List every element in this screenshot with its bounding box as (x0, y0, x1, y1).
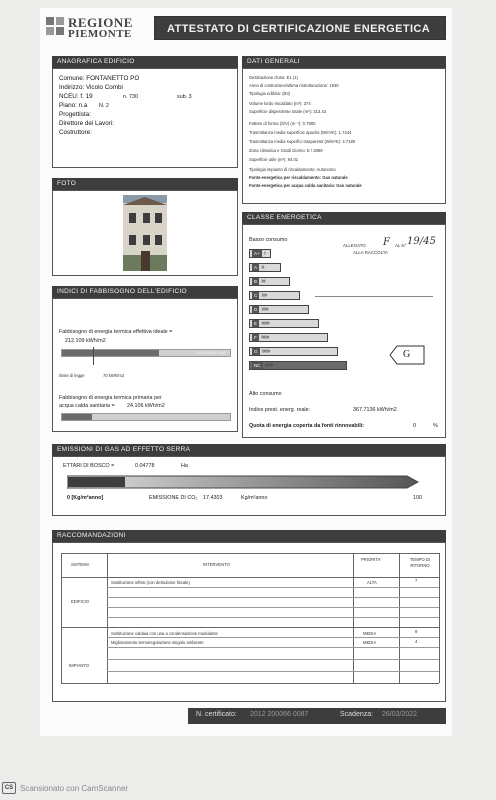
class-row (249, 249, 271, 258)
dati-line: Fattore di forma (S/V) (m⁻¹): 0.7800 (249, 121, 316, 126)
class-row (249, 305, 309, 314)
impianto-row-tempo: 9 (415, 629, 418, 634)
quota-unit: % (433, 423, 438, 429)
dati-line: Destinazione d'uso: E1 (1) (249, 75, 298, 80)
acs-label2: acqua calda sanitaria = (59, 403, 115, 409)
col-intervento: INTERVENTO (203, 562, 230, 567)
edificio-row-tempo: 7 (415, 578, 418, 583)
acs-label: Fabbisogno di energia termica primaria per (59, 395, 162, 401)
dati-line: Fonte energetica per riscaldamento: Gas naturale (249, 175, 348, 180)
certificato-label: N. certificato: (196, 711, 237, 718)
certificate-sheet (40, 8, 452, 736)
foto-box (52, 190, 238, 276)
stamp-num: 19/45 (407, 236, 436, 247)
dati-line: Superficie utile (m²): 84.01 (249, 157, 299, 162)
chevron-right-icon: ›››››› (261, 348, 270, 355)
emissione-label: EMISSIONE DI CO₂ (149, 495, 198, 501)
emissioni-box (52, 456, 446, 516)
class-bar (249, 347, 338, 356)
footer-bar (188, 708, 446, 724)
impianto-row-intervento: Sostituzione caldaia con una a condensazione modulante (111, 631, 218, 636)
dati-line: Volume lordo riscaldato (m³): 374 (249, 101, 311, 106)
col-priorita: PRIORITA' (361, 557, 382, 562)
stamp-line2: ALLA RACCOLTA (353, 250, 388, 255)
dati-generali-heading: DATI GENERALI (242, 56, 446, 68)
class-bar (249, 319, 319, 328)
class-label: NC (254, 363, 261, 368)
chevron-right-icon: ›››››› (264, 362, 273, 369)
class-label: G (254, 349, 258, 354)
stamp (343, 236, 447, 265)
stamp-ref: AL N° (395, 243, 407, 248)
impianto-row-intervento: Miglioramento termoregolazione singolo ambiente (111, 640, 204, 645)
class-label: B (254, 279, 258, 284)
page-title: ATTESTATO DI CERTIFICAZIONE ENERGETICA (167, 23, 431, 35)
risc-bar-caption: Condizioni reali (195, 350, 226, 355)
raccomandazioni-box (52, 542, 446, 702)
emissioni-heading: EMISSIONI DI GAS AD EFFETTO SERRA (52, 444, 446, 456)
current-class-badge (389, 345, 425, 365)
impianto-row-tempo: 4 (415, 639, 418, 644)
emissioni-bar (67, 475, 419, 489)
class-label: D (254, 307, 258, 312)
anagrafica-sub: sub. 3 (177, 94, 192, 100)
scanner-watermark (2, 781, 128, 795)
classe-heading: CLASSE ENERGETICA (242, 212, 446, 224)
dati-line: Trasmittanza media superfici trasparenti (W/m²K): 4.7180 (249, 139, 356, 144)
anagrafica-comune: Comune: FONTANETTO PO (59, 75, 140, 82)
limite-value: 70 kWh/m2 (103, 373, 125, 378)
edificio-row-intervento: Sostituzione infissi (con detrazione fiscale) (111, 580, 190, 585)
anagrafica-heading: ANAGRAFICA EDIFICIO (52, 56, 238, 68)
scadenza-label: Scadenza: (340, 711, 374, 718)
class-bar (249, 361, 347, 370)
dati-line: Trasmittanza media superficie opache (W/m²K): 1.7244 (249, 130, 352, 135)
anagrafica-particella: n. 730 (123, 94, 138, 100)
quota-label: Quota di energia coperta da fonti rinnovabili: (249, 423, 365, 429)
camscanner-badge-text: CS (4, 785, 14, 791)
anagrafica-indirizzo: Indirizzo: Vicolo Combi (59, 84, 123, 91)
classe-basso: Basso consumo (249, 237, 288, 243)
class-label: E (254, 321, 258, 326)
chevron-right-icon: › (263, 250, 265, 257)
certificato-value: 2012 200066 0087 (250, 711, 309, 718)
class-bar (249, 305, 309, 314)
building-photo (123, 195, 167, 271)
indice-label: Indice prest. energ. reale: (249, 407, 311, 413)
indici-heading: INDICI DI FABBISOGNO DELL'EDIFICIO (52, 286, 238, 298)
current-class-letter: G (403, 349, 411, 360)
quota-value: 0 (413, 423, 416, 429)
stamp-hand: F (383, 237, 390, 248)
dati-line: Tipologia edilizia: (B3) (249, 91, 291, 96)
chevron-right-icon: ›››› (261, 292, 267, 299)
impianto-label: IMPIANTO (69, 663, 90, 668)
classe-box (242, 224, 446, 438)
class-row (249, 263, 281, 272)
stamp-line1: ALLEGATO (343, 243, 366, 248)
emissioni-fill (68, 477, 125, 487)
risc-label: Fabbisogno di energia termica effettiva ideale = (59, 329, 173, 335)
class-bar (249, 249, 271, 258)
dati-line: Anno di costruzione/ultima ristrutturazione: 1930 (249, 83, 339, 88)
chevron-right-icon: ›››››› (261, 320, 270, 327)
scadenza-value: 26/03/2022 (382, 711, 418, 718)
class-row (249, 319, 319, 328)
chevron-right-icon: ›› (261, 264, 264, 271)
risc-bar-fill (62, 350, 159, 356)
dati-line: Zona climatica e Gradi Giorno: E / 2869 (249, 148, 323, 153)
ettari-unit: Ha (181, 463, 188, 469)
class-row (249, 291, 300, 300)
class-row (249, 347, 338, 356)
classe-alto: Alto consumo (249, 391, 282, 397)
anagrafica-progettista: Progettista: (59, 111, 91, 118)
dati-line: Superficie disperdente totale (m²): 313.43 (249, 109, 327, 114)
emissione-value: 17.4303 (203, 495, 223, 501)
anagrafica-num: N. 2 (99, 103, 109, 109)
logo-line2: PIEMONTE (68, 28, 132, 40)
logo-line1: REGIONE (68, 15, 133, 30)
ettari-label: ETTARI DI BOSCO = (63, 463, 115, 469)
anagrafica-direttore: Direttore dei Lavori: (59, 120, 114, 127)
scale-min: 0 [Kg/m²anno] (67, 495, 104, 501)
anagrafica-ncteu: NCEU: f. 19 (59, 93, 93, 100)
chevron-right-icon: ›››››› (260, 334, 269, 341)
foto-heading: FOTO (52, 178, 238, 190)
acs-bar-fill (62, 414, 92, 420)
logo-mark-icon (46, 17, 64, 35)
edificio-row-priorita: ALTA (367, 580, 377, 585)
acs-value: 24.106 kWh/m2 (127, 403, 165, 409)
impianto-row-priorita: MEDIA (363, 640, 377, 645)
limite-marker (93, 347, 94, 365)
raccomandazioni-heading: RACCOMANDAZIONI (52, 530, 446, 542)
risc-bar (61, 349, 231, 357)
dati-line: Tipologia impianto di riscaldamento: Autonomo (249, 167, 336, 172)
chevron-right-icon: ››››› (261, 306, 268, 313)
ettari-value: 0.04778 (135, 463, 155, 469)
impianto-row-priorita: MEDIA (363, 631, 377, 636)
anagrafica-box (52, 68, 238, 168)
acs-bar (61, 413, 231, 421)
class-bar (249, 333, 328, 342)
class-label: F (254, 335, 257, 340)
scale-max: 100 (413, 495, 422, 501)
limite-label: limite di legge (59, 373, 85, 378)
class-bar (249, 277, 290, 286)
class-bar (249, 291, 300, 300)
chevron-right-icon: ››› (261, 278, 266, 285)
page-title-bar (154, 16, 446, 40)
anagrafica-costruttore: Costruttore: (59, 129, 92, 136)
class-row (249, 277, 290, 286)
class-label: C (254, 293, 258, 298)
risc-value: 212.109 kWh/m2 (65, 338, 106, 344)
class-label: A (254, 265, 258, 270)
camscanner-logo (2, 782, 16, 794)
class-row (249, 333, 328, 342)
edificio-label: EDIFICIO (71, 599, 90, 604)
region-logo (46, 14, 142, 40)
dati-line: Fonte energetica per acqua calda sanitaria: Gas naturale (249, 183, 362, 188)
col-tempo: TEMPO DI RITORNO (409, 557, 431, 568)
class-pointer-line (315, 296, 433, 297)
scanner-text: Scansionato con CamScanner (20, 783, 129, 793)
class-label: A+ (254, 251, 260, 256)
indice-value: 367.7136 kWh/m2 (353, 407, 397, 413)
emissione-unit: Kg/m²anno (241, 495, 268, 501)
indici-box (52, 298, 238, 432)
class-row (249, 361, 347, 370)
anagrafica-piano: Piano: n.a (59, 102, 88, 109)
class-bar (249, 263, 281, 272)
col-sistema: SISTEMA (71, 562, 90, 567)
dati-generali-box (242, 68, 446, 204)
